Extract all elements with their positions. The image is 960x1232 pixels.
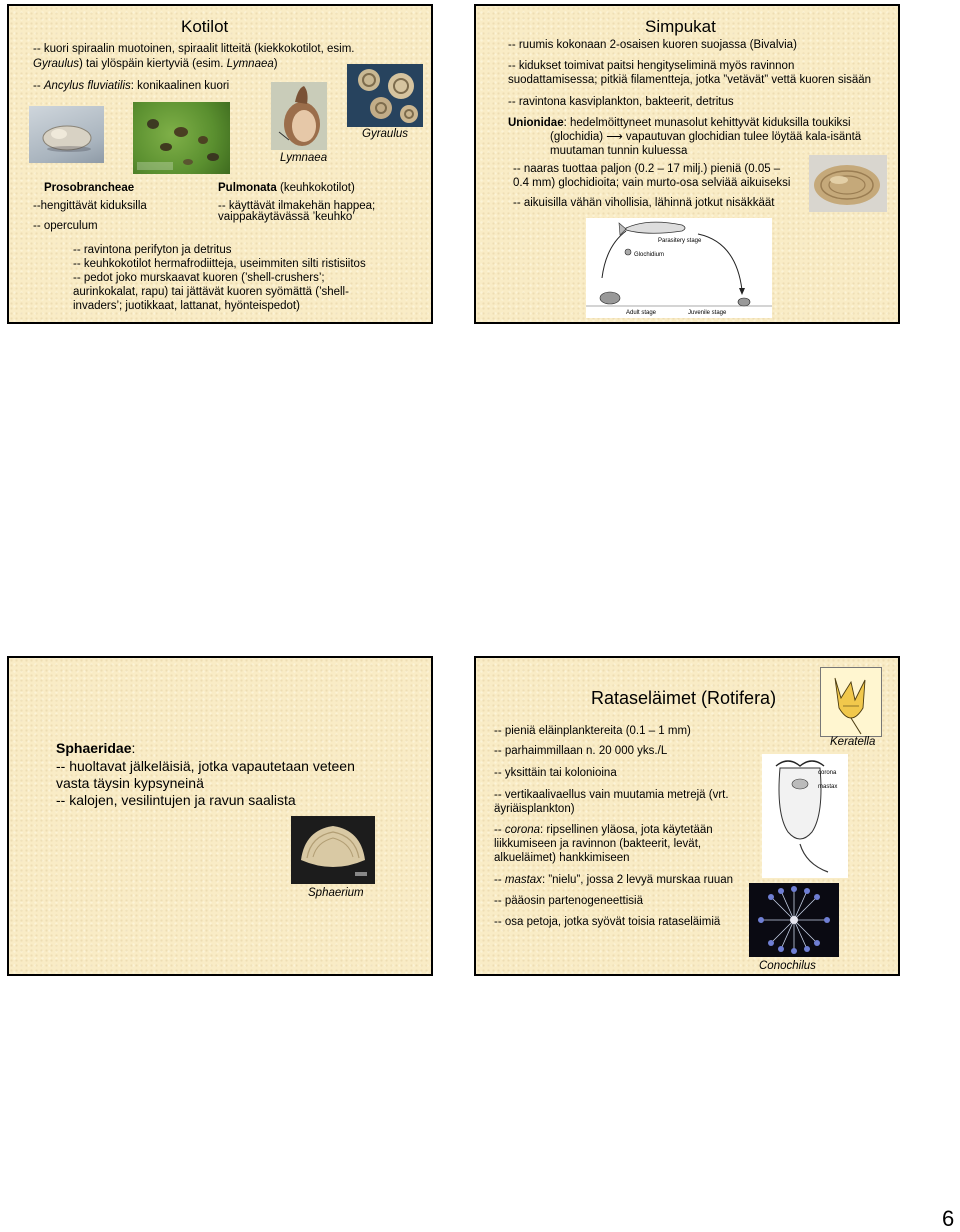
parasitic-stage-label: Parasitery stage xyxy=(658,238,702,244)
gyraulus-caption: Gyraulus xyxy=(362,128,409,140)
slide-title: Kotilot xyxy=(181,17,229,36)
unionidae-line-3: muutaman tunnin kuluessa xyxy=(550,145,688,157)
prosobrancheae-line-2: -- operculum xyxy=(33,220,98,232)
unionidae-line-6: -- aikuisilla vähän vihollisia, lähinnä jotkut nisäkkäät xyxy=(513,197,775,209)
sphaeridae-line-3: -- kalojen, vesilintujen ja ravun saalista xyxy=(56,792,296,808)
keratella-icon xyxy=(821,668,881,736)
lymnaea-photo xyxy=(271,82,327,150)
sphaeridae-line-1: -- huoltavat jälkeläisiä, jotka vapautetaan veteen xyxy=(56,758,355,774)
adult-stage-label: Adult stage xyxy=(626,310,657,316)
ancylus-line: -- Ancylus fluviatilis: konikaalinen kuori xyxy=(33,80,230,92)
rotifera-line-5b: liikkumiseen ja ravinnon (bakteerit, levät, xyxy=(494,838,702,850)
sphaeridae-heading: Sphaeridae: xyxy=(56,740,136,756)
rotifera-line-1: -- pieniä eläinplanktereita (0.1 – 1 mm) xyxy=(494,725,691,737)
conochilus-photo xyxy=(749,883,839,957)
glochidium-label: Glochidium xyxy=(634,252,665,258)
slide-sphaeridae xyxy=(7,656,433,976)
page-number: 6 xyxy=(942,1206,955,1231)
slide-simpukat xyxy=(474,4,900,324)
life-cycle-icon xyxy=(586,218,772,318)
keratella-illustration xyxy=(820,667,882,737)
unionidae-line-4: -- naaras tuottaa paljon (0.2 – 17 milj.) pieniä (0.05 – xyxy=(513,163,781,175)
lymnaea-caption: Lymnaea xyxy=(280,152,328,164)
sphaerium-caption: Sphaerium xyxy=(308,887,364,899)
rotifera-line-5: -- corona: ripsellinen yläosa, jota käytetään xyxy=(494,824,713,836)
snail-group-icon xyxy=(133,102,230,174)
pulmonata-line-1: -- käyttävät ilmakehän happea; xyxy=(218,200,376,212)
sphaerium-photo xyxy=(291,816,375,884)
intro-line-2: Gyraulus) tai ylöspäin kiertyviä (esim. Lymnaea) xyxy=(33,58,278,70)
rotifer-anatomy-drawing xyxy=(762,754,848,878)
corona-label: corona xyxy=(818,770,837,776)
unionidae-mussel-photo xyxy=(809,155,887,212)
kotilot-list-3: -- pedot joko murskaavat kuoren (’shell-crushers’; xyxy=(73,272,325,284)
lymnaea-shell-icon xyxy=(271,82,327,150)
unionidae-line-5: 0.4 mm) glochidioita; vain murto-osa selviää aikuiseksi xyxy=(513,177,791,189)
rotifera-line-3: -- yksittäin tai kolonioina xyxy=(494,767,617,779)
slide-kotilot xyxy=(7,4,433,324)
pulmonata-heading: Pulmonata (keuhkokotilot) xyxy=(218,182,355,194)
glochidia-life-cycle-diagram xyxy=(586,218,772,318)
unionidae-heading: Unionidae: hedelmöittyneet munasolut kehittyvät kiduksilla toukiksi xyxy=(508,117,851,129)
simpukat-line-2b: suodattamisessa; pitkiä filamentteja, jotka ”vetävät” vettä kuoren sisään xyxy=(508,74,872,86)
mastax-label: mastax xyxy=(818,784,838,790)
juvenile-stage-label: Juvenile stage xyxy=(688,310,727,316)
conochilus-caption: Conochilus xyxy=(759,960,816,972)
conochilus-colony-icon xyxy=(749,883,839,957)
prosobrancheae-line-1: --hengittävät kiduksilla xyxy=(33,200,147,212)
pulmonata-line-2: vaippakäytävässä ’keuhko’ xyxy=(218,211,355,223)
rotifera-line-8: -- osa petoja, jotka syövät toisia rataseläimiä xyxy=(494,916,721,928)
simpukat-line-1: -- ruumis kokonaan 2-osaisen kuoren suojassa (Bivalvia) xyxy=(508,39,797,51)
kotilot-list-4: aurinkokalat, rapu) tai jättävät kuoren syömättä (’shell- xyxy=(73,286,349,298)
rotifera-line-2: -- parhaimmillaan n. 20 000 yks./L xyxy=(494,745,668,757)
simpukat-line-3: -- ravintona kasviplankton, bakteerit, detritus xyxy=(508,96,734,108)
rotifer-anatomy-icon xyxy=(762,754,848,878)
kotilot-list-2: -- keuhkokotilot hermafrodiitteja, useimmiten silti ristisiitos xyxy=(73,258,366,270)
rotifera-line-4a: -- vertikaalivaellus vain muutamia metrejä (vrt. xyxy=(494,789,729,801)
kotilot-list-5: invaders’; juotikkaat, lattanat, hyönteispedot) xyxy=(73,300,300,312)
rotifera-line-4b: äyriäisplankton) xyxy=(494,803,575,815)
gyraulus-photo xyxy=(347,64,423,127)
rotifera-line-6: -- mastax: ”nielu”, jossa 2 levyä murskaa ruuan xyxy=(494,874,734,886)
kotilot-list-1: -- ravintona perifyton ja detritus xyxy=(73,244,232,256)
slide-title: Rataseläimet (Rotifera) xyxy=(591,688,777,708)
gyraulus-shell-icon xyxy=(347,64,423,127)
mussel-shell-icon xyxy=(809,155,887,212)
ancylus-photo xyxy=(29,106,104,163)
rotifera-line-7: -- pääosin partenogeneettisiä xyxy=(494,895,643,907)
simpukat-line-2a: -- kidukset toimivat paitsi hengityseliminä myös ravinnon xyxy=(508,60,795,72)
prosobrancheae-heading: Prosobrancheae xyxy=(44,182,135,194)
rotifera-line-5c: alkueläimet) hankkimiseen xyxy=(494,852,630,864)
slide-title: Simpukat xyxy=(645,17,716,36)
intro-line-1: -- kuori spiraalin muotoinen, spiraalit litteitä (kiekkokotilot, esim. xyxy=(33,43,355,55)
keratella-caption: Keratella xyxy=(830,736,876,748)
unionidae-line-2: (glochidia) ⟶ vapautuvan glochidian tulee löytää kala-isäntä xyxy=(550,131,862,143)
periphyton-snails-photo xyxy=(133,102,230,174)
sphaerium-shell-icon xyxy=(291,816,375,884)
limpet-shell-icon xyxy=(29,106,104,163)
sphaeridae-line-2: vasta täysin kypsyneinä xyxy=(56,775,204,791)
slide-rotifera xyxy=(474,656,900,976)
